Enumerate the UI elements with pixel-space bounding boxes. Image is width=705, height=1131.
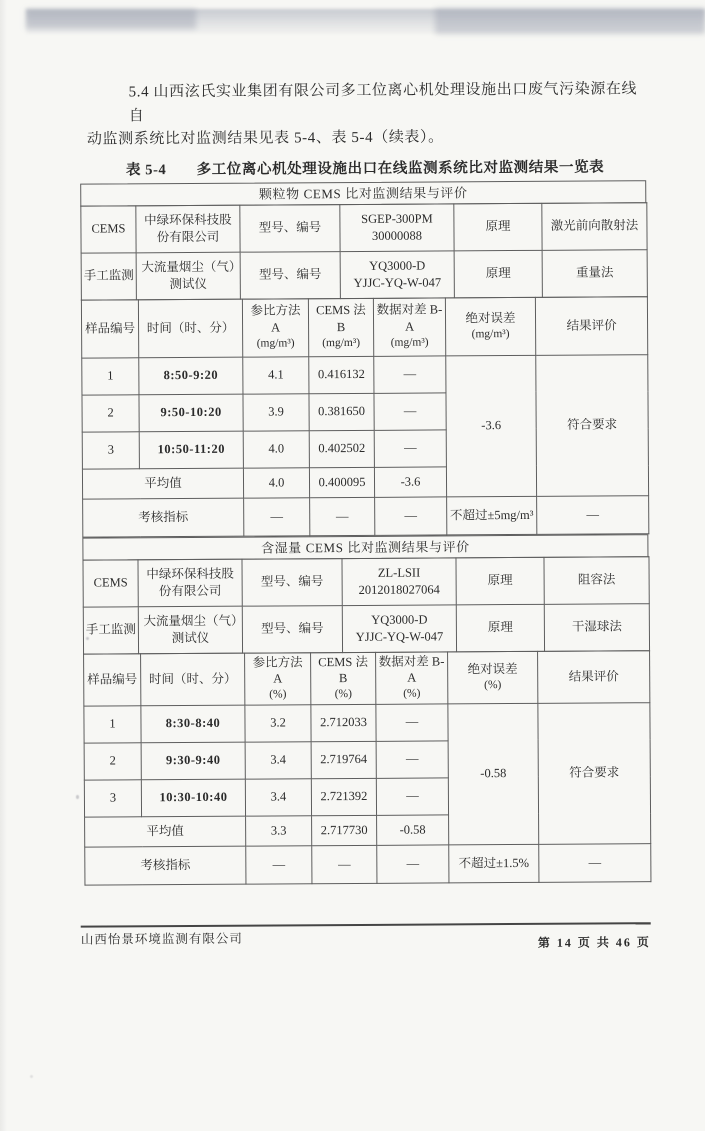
serial-line: 2012018027064 xyxy=(358,581,440,597)
header-diff xyxy=(376,651,448,704)
header-label: 参比方法 A xyxy=(252,654,303,686)
header-label: 参比方法 A xyxy=(250,303,301,335)
serial-line: YJJC-YQ-W-047 xyxy=(353,274,442,290)
cell-sample-no: 2 xyxy=(82,394,139,431)
cell-avg-label: 平均值 xyxy=(85,816,246,847)
cell-time: 8:50-9:20 xyxy=(139,357,243,395)
principle-label-cell: 原理 xyxy=(456,604,544,652)
cell-diff: — xyxy=(374,355,446,392)
equipment-row xyxy=(83,603,649,653)
manual-role-cell: 手工监测 xyxy=(83,606,138,653)
header-ref-a xyxy=(242,298,308,356)
model-line: YQ3000-D xyxy=(369,258,426,273)
cell-assessment-diff: — xyxy=(375,496,447,534)
header-unit: (mg/m³) xyxy=(256,337,295,350)
model-value-cell xyxy=(342,557,456,605)
model-value-cell xyxy=(340,203,454,251)
header-sample-no: 样品编号 xyxy=(84,653,141,706)
header-diff xyxy=(373,297,445,355)
equipment-info-table xyxy=(82,556,650,654)
header-label: CEMS 法 B xyxy=(316,303,366,335)
header-time: 时间（时、分） xyxy=(138,299,242,358)
principle-label-cell: 原理 xyxy=(454,250,542,298)
body-paragraph xyxy=(87,78,647,152)
header-unit: (%) xyxy=(334,688,352,701)
cell-avg-label: 平均值 xyxy=(82,468,243,499)
cell-cems-b: 2.712033 xyxy=(311,704,376,741)
cell-sample-no: 1 xyxy=(84,706,141,743)
header-label: 数据对差 B-A xyxy=(378,653,445,686)
cell-cems-b: 2.719764 xyxy=(311,741,376,778)
section-title-particulate: 颗粒物 CEMS 比对监测结果与评价 xyxy=(80,180,646,206)
cell-assessment-b: — xyxy=(310,497,375,535)
data-header-row xyxy=(84,650,650,706)
header-unit: (mg/m³) xyxy=(390,336,429,349)
equipment-row xyxy=(83,556,649,606)
cell-result: 符合要求 xyxy=(536,354,649,496)
cell-ref-a: 3.4 xyxy=(245,742,311,779)
header-cems-b xyxy=(308,298,373,356)
cell-sample-no: 3 xyxy=(84,780,141,817)
principle-cell: 激光前向散射法 xyxy=(542,202,647,250)
header-cems-b xyxy=(311,652,376,705)
footer-page-number: 第 14 页 共 46 页 xyxy=(537,934,651,950)
cell-abs-error: -3.6 xyxy=(446,355,537,497)
principle-cell: 重量法 xyxy=(542,249,647,297)
cell-time: 9:50-10:20 xyxy=(139,394,243,432)
header-time: 时间（时、分） xyxy=(141,653,245,706)
cell-assessment-a: — xyxy=(244,497,310,535)
model-value-cell xyxy=(340,250,454,298)
cell-cems-b: 2.721392 xyxy=(311,778,376,815)
scan-speck xyxy=(30,1075,33,1078)
model-line: YQ3000-D xyxy=(371,612,428,627)
header-label: CEMS 法 B xyxy=(318,654,368,686)
footer-company: 山西怡景环境监测有限公司 xyxy=(80,931,243,947)
org-cell: 中绿环保科技股份有限公司 xyxy=(138,559,242,607)
header-label: 数据对差 B-A xyxy=(376,302,443,334)
equipment-row xyxy=(81,249,647,299)
header-abs-error xyxy=(445,297,535,356)
cell-time: 8:30-8:40 xyxy=(141,705,245,743)
table-caption: 表 5-4 多工位离心机处理设施出口在线监测系统比对监测结果一览表 xyxy=(125,158,605,178)
cell-sample-no: 1 xyxy=(82,357,139,394)
cell-cems-b: 0.402502 xyxy=(309,430,374,467)
cell-avg-a: 4.0 xyxy=(243,467,309,497)
measurement-data-table xyxy=(83,650,651,886)
cell-time: 9:30-9:40 xyxy=(141,742,245,780)
cell-result: 符合要求 xyxy=(538,702,651,844)
cell-avg-b: 0.400095 xyxy=(309,467,374,497)
header-label: 绝对误差 xyxy=(467,661,518,677)
header-unit: (mg/m³) xyxy=(322,337,361,350)
cell-sample-no: 3 xyxy=(82,431,139,468)
cell-ref-a: 3.4 xyxy=(245,779,311,816)
header-abs-error xyxy=(448,651,538,704)
cems-role-cell: CEMS xyxy=(83,559,138,606)
cell-ref-a: 4.1 xyxy=(243,356,309,393)
principle-cell: 阻容法 xyxy=(544,556,649,604)
principle-label-cell: 原理 xyxy=(454,203,542,251)
cell-diff: — xyxy=(376,704,448,741)
cell-ref-a: 4.0 xyxy=(243,430,309,467)
header-result: 结果评价 xyxy=(535,296,647,355)
model-label-cell: 型号、编号 xyxy=(242,605,342,653)
cell-diff: — xyxy=(376,778,448,815)
table-row xyxy=(82,354,648,394)
cell-cems-b: 0.416132 xyxy=(309,356,374,393)
cell-assessment-diff: — xyxy=(377,845,449,883)
model-label-cell: 型号、编号 xyxy=(240,204,340,252)
cell-avg-b: 2.717730 xyxy=(312,815,377,845)
data-header-row xyxy=(81,296,647,357)
cell-avg-diff: -3.6 xyxy=(374,466,446,496)
cems-role-cell: CEMS xyxy=(81,205,136,252)
table-row xyxy=(84,702,650,742)
cell-cems-b: 0.381650 xyxy=(309,393,374,430)
comparison-table xyxy=(80,180,650,886)
cell-assessment-label: 考核指标 xyxy=(83,498,244,537)
page-footer xyxy=(81,922,651,953)
paragraph-line: 5.4 山西泫氏实业集团有限公司多工位离心机处理设施出口废气污染源在线自 xyxy=(128,81,638,124)
serial-line: YJJC-YQ-W-047 xyxy=(355,628,444,644)
cell-avg-a: 3.3 xyxy=(246,816,312,846)
header-ref-a xyxy=(245,652,311,705)
org-cell: 大流量烟尘（气）测试仪 xyxy=(136,252,240,300)
cell-assessment-b: — xyxy=(312,845,377,883)
cell-diff: — xyxy=(376,741,448,778)
cell-criterion: 不超过±1.5% xyxy=(449,844,539,883)
cell-sample-no: 2 xyxy=(84,743,141,780)
header-unit: (%) xyxy=(403,687,421,700)
equipment-info-table xyxy=(80,202,648,300)
principle-label-cell: 原理 xyxy=(456,557,544,605)
serial-line: 30000088 xyxy=(371,228,423,243)
manual-role-cell: 手工监测 xyxy=(81,252,136,299)
equipment-row xyxy=(81,202,647,252)
header-unit: (%) xyxy=(269,688,287,701)
model-label-cell: 型号、编号 xyxy=(240,251,340,299)
header-label: 绝对误差 xyxy=(465,310,516,326)
assessment-row xyxy=(83,495,649,536)
cell-time: 10:50-11:20 xyxy=(139,431,243,469)
org-cell: 大流量烟尘（气）测试仪 xyxy=(138,606,242,654)
cell-avg-diff: -0.58 xyxy=(377,815,449,845)
model-value-cell xyxy=(342,604,456,652)
cell-assessment-result: — xyxy=(537,495,649,534)
cell-time: 10:30-10:40 xyxy=(141,779,245,817)
section-title-moisture: 含湿量 CEMS 比对监测结果与评价 xyxy=(82,534,648,560)
model-label-cell: 型号、编号 xyxy=(242,558,342,606)
cell-diff: — xyxy=(374,392,446,429)
paragraph-line: 动监测系统比对监测结果见表 5-4、表 5-4（续表）。 xyxy=(86,129,444,148)
model-line: SGEP-300PM xyxy=(361,211,433,226)
cell-criterion: 不超过±5mg/m³ xyxy=(447,496,537,535)
principle-cell: 干湿球法 xyxy=(544,603,649,651)
cell-abs-error: -0.58 xyxy=(448,703,539,845)
cell-assessment-a: — xyxy=(246,846,312,884)
cell-assessment-label: 考核指标 xyxy=(85,846,246,885)
cell-ref-a: 3.2 xyxy=(245,705,311,742)
assessment-row xyxy=(85,843,651,884)
org-cell: 中绿环保科技股份有限公司 xyxy=(136,205,240,253)
header-result: 结果评价 xyxy=(538,650,650,703)
cell-assessment-result: — xyxy=(539,843,651,882)
header-unit: (mg/m³) xyxy=(471,327,510,340)
header-unit: (%) xyxy=(484,678,502,692)
model-line: ZL-LSII xyxy=(377,565,421,580)
header-sample-no: 样品编号 xyxy=(81,299,138,357)
cell-ref-a: 3.9 xyxy=(243,393,309,430)
measurement-data-table xyxy=(81,296,649,537)
cell-diff: — xyxy=(374,429,446,466)
